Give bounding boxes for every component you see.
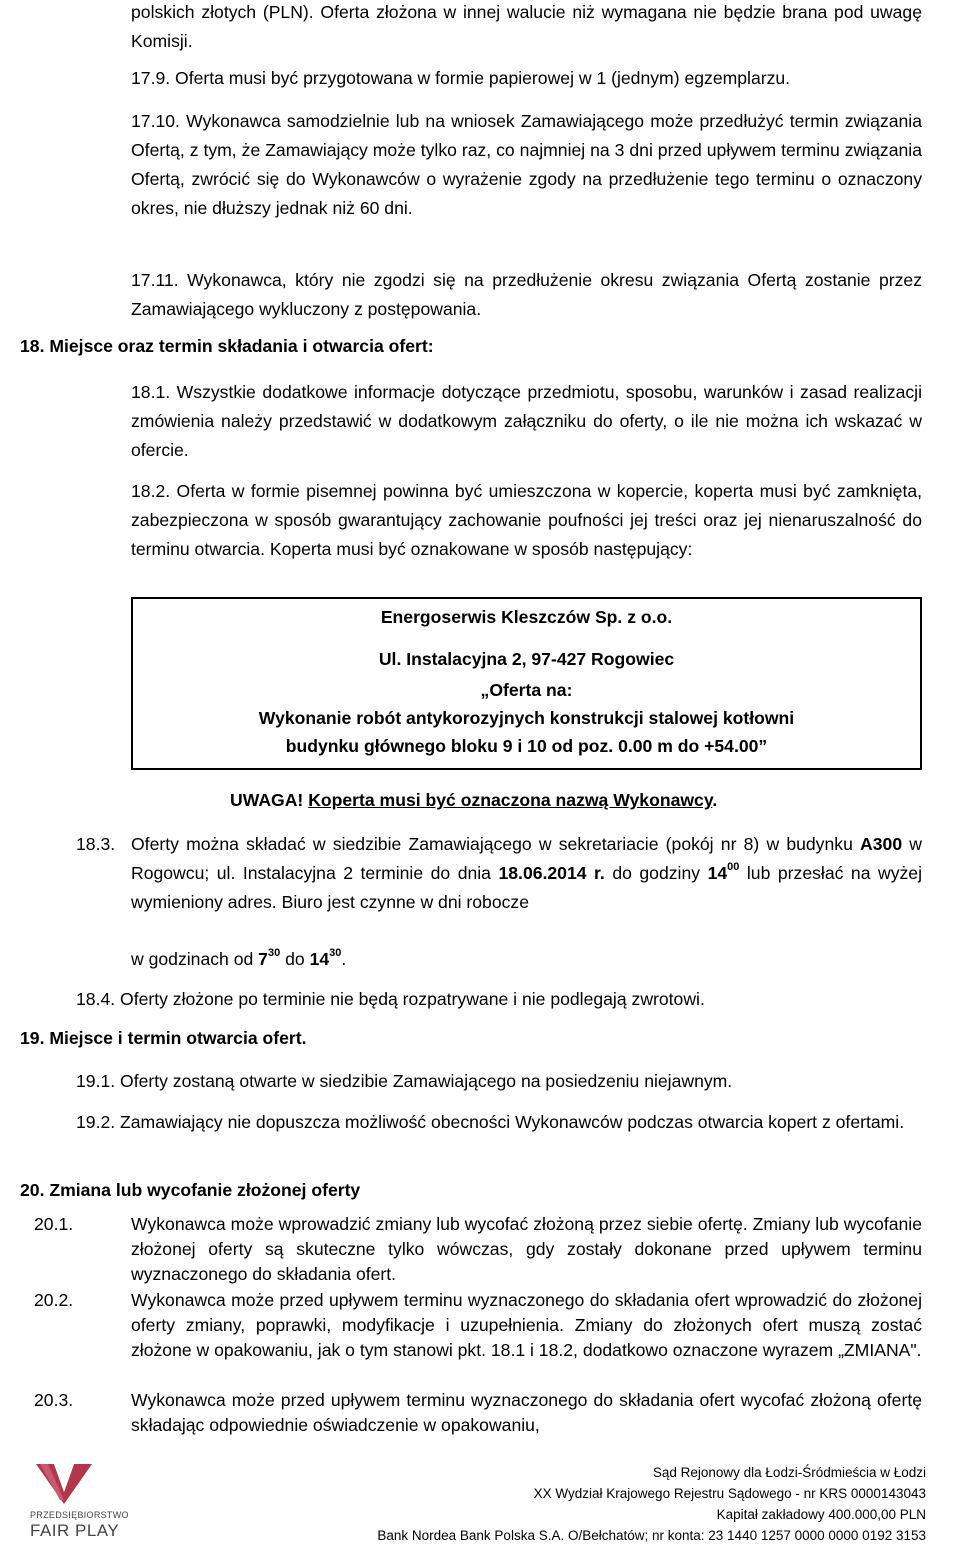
paragraph-18-3-number: 18.3. bbox=[76, 834, 116, 854]
footer-line-1: Sąd Rejonowy dla Łodzi-Śródmieścia w Łodzi bbox=[652, 1465, 926, 1480]
footer-line-3: Kapitał zakładowy 400.000,00 PLN bbox=[716, 1507, 926, 1522]
paragraph-18-2: 18.2. Oferta w formie pisemnej powinna być umieszczona w kopercie, koperta musi być zamknięta, zabezpieczona w sposób gwarantujący zachowanie poufności jej treści oraz jej nienaruszalność do terminu otwarcia. Koperta musi być oznakowane w sposób następujący: bbox=[131, 481, 922, 559]
paragraph-18-1: 18.1. Wszystkie dodatkowe informacje dotyczące przedmiotu, sposobu, warunków i zasad realizacji zmówienia należy przedstawić w dodatkowym załączniku do oferty, o ile nie można ich wskazać w ofercie. bbox=[131, 382, 922, 460]
p18-3-hour: $14^{00}$ bbox=[707, 861, 740, 883]
box-subject-line2: budynku głównego bloku 9 i 10 od poz. 0.00 m do +54.00” bbox=[285, 736, 768, 756]
paragraph-20-1-number: 20.1. bbox=[34, 1214, 74, 1234]
uwaga-note bbox=[230, 790, 717, 811]
p18-3-building: A300 bbox=[860, 834, 903, 854]
heading-section-18: 18. Miejsce oraz termin składania i otwarcia ofert: bbox=[20, 336, 434, 356]
box-company: Energoserwis Kleszczów Sp. z o.o. bbox=[380, 607, 673, 627]
paragraph-19-2: 19.2. Zamawiający nie dopuszcza możliwość obecności Wykonawców podczas otwarcia kopert z ofertami. bbox=[76, 1112, 905, 1132]
uwaga-text: Koperta musi być oznaczona nazwą Wykonawcy bbox=[308, 790, 713, 810]
paragraph-17-11: 17.11. Wykonawca, który nie zgodzi się na przedłużenie okresu związania Ofertą zostanie przez Zamawiającego wykluczony z postępowania. bbox=[131, 270, 922, 319]
paragraph-17-10: 17.10. Wykonawca samodzielnie lub na wniosek Zamawiającego może przedłużyć termin związania Ofertą, z tym, że Zamawiający może tylko raz, co najmniej na 3 dni przed upływem terminu związania Ofertą, zwrócić się do Wykonawców o wyrażenie zgody na przedłużenie tego terminu o oznaczony okres, nie dłuższy jednak niż 60 dni. bbox=[131, 111, 922, 218]
paragraph-20-2: Wykonawca może przed upływem terminu wyznaczonego do składania ofert wprowadzić do złożonej oferty zmiany, poprawki, modyfikacje i uzupełnienia. Zmiany do złożonych ofert muszą zostać złożone w opakowaniu, jak o tym stanowi pkt. 18.1 i 18.2, dodatkowo oznaczone wyrazem „ZMIANA". bbox=[131, 1290, 922, 1360]
p18-3-text-3: do godziny bbox=[604, 863, 708, 883]
box-subject-line1: Wykonanie robót antykorozyjnych konstrukcji stalowej kotłowni bbox=[258, 708, 795, 728]
paragraph-19-1: 19.1. Oferty zostaną otwarte w siedzibie Zamawiającego na posiedzeniu niejawnym. bbox=[76, 1071, 733, 1091]
paragraph-20-1: Wykonawca może wprowadzić zmiany lub wycofać złożoną przez siebie ofertę. Zmiany lub wycofanie złożonej oferty są skuteczne tylko wówczas, gdy zostały dokonane przed upływem terminu wyznaczonego do składania ofert. bbox=[131, 1214, 922, 1284]
paragraph-20-3-number: 20.3. bbox=[34, 1390, 74, 1410]
heading-section-19: 19. Miejsce i termin otwarcia ofert. bbox=[20, 1028, 307, 1048]
p18-3-date: 18.06.2014 r. bbox=[498, 863, 605, 883]
logo-line2: FAIR PLAY bbox=[30, 1521, 120, 1540]
footer-line-4: Bank Nordea Bank Polska S.A. O/Bełchatów; nr konta: 23 1440 1257 0000 0000 0192 3153 bbox=[377, 1528, 926, 1543]
company-logo bbox=[30, 1462, 130, 1541]
box-offer-label: „Oferta na: bbox=[480, 680, 573, 700]
heading-section-20: 20. Zmiana lub wycofanie złożonej oferty bbox=[20, 1180, 361, 1200]
paragraph-18-3 bbox=[131, 830, 922, 917]
footer-company-info bbox=[377, 1462, 926, 1546]
uwaga-dot: . bbox=[712, 790, 718, 810]
p18-3-text-4: lub przesłać na wyżej wymieniony adres. Biuro jest czynne w dni robocze bbox=[131, 863, 922, 912]
paragraph-17-8-continuation: polskich złotych (PLN). Oferta złożona w innej walucie niż wymagana nie będzie brana pod uwagę Komisji. bbox=[131, 2, 922, 51]
uwaga-label: UWAGA! bbox=[230, 790, 304, 810]
paragraph-18-4: 18.4. Oferty złożone po terminie nie będą rozpatrywane i nie podlegają zwrotowi. bbox=[76, 989, 705, 1009]
p18-3-text-2: w Rogowcu; ul. Instalacyjna 2 terminie do dnia bbox=[131, 834, 923, 883]
paragraph-20-3: Wykonawca może przed upływem terminu wyznaczonego do składania ofert wycofać złożoną ofertę składając odpowiednie oświadczenie w opakowaniu, bbox=[131, 1390, 922, 1435]
box-address: Ul. Instalacyjna 2, 97-427 Rogowiec bbox=[378, 649, 675, 669]
p18-3-text-1: Oferty można składać w siedzibie Zamawiającego w sekretariacie (pokój nr 8) w budynku bbox=[131, 834, 861, 854]
fair-play-logo-icon bbox=[34, 1462, 94, 1506]
paragraph-18-3-hours: w godzinach od $7^{30}$ do $14^{30}$. bbox=[131, 947, 347, 969]
paragraph-17-9: 17.9. Oferta musi być przygotowana w formie papierowej w 1 (jednym) egzemplarzu. bbox=[131, 68, 791, 88]
logo-line1: PRZEDSIĘBIORSTWO bbox=[30, 1510, 129, 1520]
paragraph-20-2-number: 20.2. bbox=[34, 1290, 74, 1310]
envelope-label-box bbox=[131, 597, 922, 770]
footer-line-2: XX Wydział Krajowego Rejestru Sądowego - nr KRS 0000143043 bbox=[533, 1486, 926, 1501]
